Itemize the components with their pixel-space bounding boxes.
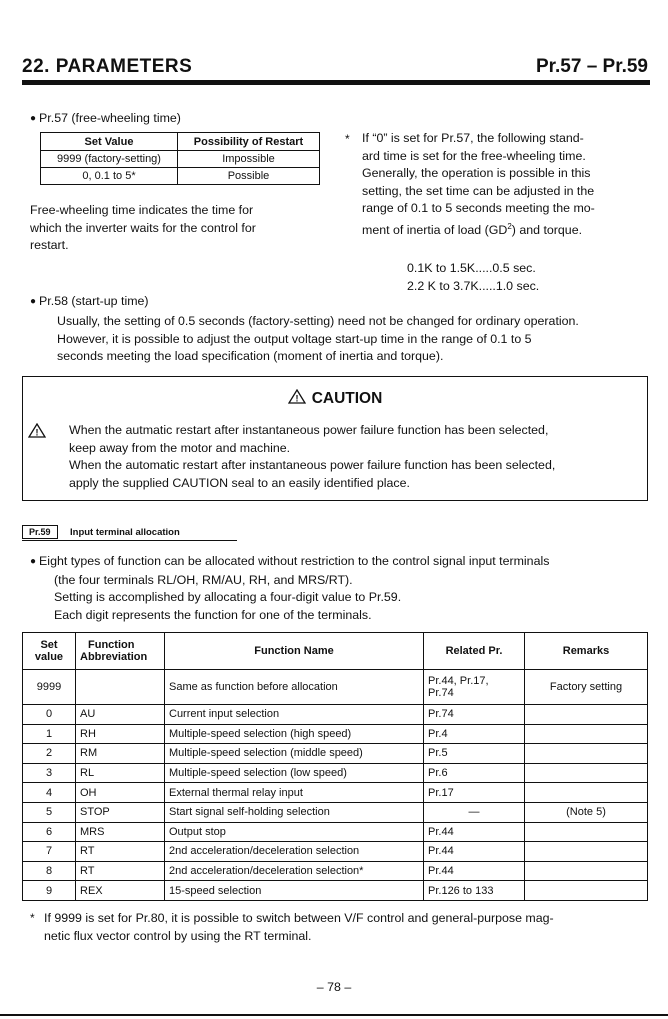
pr59-title-rule: [22, 540, 237, 541]
standard-times: 0.1K to 1.5K.....0.5 sec. 2.2 K to 3.7K.....1.0 sec.: [407, 261, 540, 293]
pr58-description: Usually, the setting of 0.5 seconds (factory-setting) need not be changed for ordinary operation. However, it is possible to adjust the output voltage start-up time in the range of 0.1 to 5 seconds meeting the load specification (moment of inertia and torque).: [57, 314, 579, 364]
table-row: 2 RM Multiple-speed selection (middle speed) Pr.5: [23, 744, 648, 764]
table-row: 9999 Same as function before allocation Pr.44, Pr.17, Pr.74 Factory setting: [23, 670, 648, 705]
pr59-title: Input terminal allocation: [70, 527, 180, 538]
pr58-heading: ● Pr.58 (start-up time): [30, 294, 149, 308]
pr57-heading: ● Pr.57 (free-wheeling time): [30, 111, 181, 125]
table-row: 7 RT 2nd acceleration/deceleration selection Pr.44: [23, 842, 648, 862]
note-marker: *: [345, 132, 350, 146]
table-row: 9999 (factory-setting) Impossible: [41, 151, 320, 168]
col-restart: Possibility of Restart: [178, 133, 320, 151]
col-abbreviation: Function Abbreviation: [76, 633, 165, 670]
svg-text:!: !: [35, 427, 39, 438]
table-row: 4 OH External thermal relay input Pr.17: [23, 783, 648, 803]
table-row: 9 REX 15-speed selection Pr.126 to 133: [23, 881, 648, 901]
table-row: 0 AU Current input selection Pr.74: [23, 705, 648, 725]
function-allocation-table: [22, 632, 648, 901]
header-rule: [22, 80, 650, 85]
table-row: 5 STOP Start signal self-holding selection — (Note 5): [23, 802, 648, 822]
table-row: 0, 0.1 to 5* Possible: [41, 168, 320, 185]
pr57-description: Free-wheeling time indicates the time for which the inverter waits for the control for restart.: [30, 203, 256, 253]
caution-text: When the autmatic restart after instantaneous power failure function has been selected, keep away from the motor and machine. When the automatic restart after instantaneous power failure function has been selected, apply the supplied CAUTION seal to an easily identified place.: [69, 423, 556, 490]
col-set-value: Set value: [23, 633, 76, 670]
table-row: 6 MRS Output stop Pr.44: [23, 822, 648, 842]
parameter-range: Pr.57 – Pr.59: [536, 56, 648, 77]
footnote: If 9999 is set for Pr.80, it is possible to switch between V/F control and general-purpose mag- netic flux vector control by using the RT terminal.: [44, 911, 554, 943]
col-related: Related Pr.: [424, 633, 525, 670]
footnote-marker: *: [30, 911, 35, 925]
svg-text:!: !: [295, 393, 299, 404]
caution-title: ! CAUTION: [23, 389, 647, 408]
caution-box: [22, 376, 648, 501]
footer-rule: [0, 1014, 668, 1016]
pr57-restart-table: [40, 132, 320, 185]
pr59-tag: Pr.59: [22, 525, 58, 539]
col-set-value: Set Value: [41, 133, 178, 151]
table-row: 3 RL Multiple-speed selection (low speed) Pr.6: [23, 763, 648, 783]
pr59-intro: ● Eight types of function can be allocated without restriction to the control signal input terminals (the four terminals RL/OH, RM/AU, RH, and MRS/RT). Setting is accomplished by allocating a four-digit value to Pr.59. Each digit represents the function for one of the terminals.: [30, 553, 660, 624]
table-row: 1 RH Multiple-speed selection (high speed) Pr.4: [23, 724, 648, 744]
table-row: 8 RT 2nd acceleration/deceleration selection* Pr.44: [23, 861, 648, 881]
warning-icon: [28, 423, 46, 438]
page-number: – 78 –: [316, 980, 352, 994]
col-remarks: Remarks: [525, 633, 648, 670]
pr57-note: If “0” is set for Pr.57, the following stand- ard time is set for the free-wheeling time. Generally, the operation is possible in this setting, the set time can be adjusted in the range of 0.1 to 5 seconds meeting the mo- ment of inertia of load $(GD^2)$ and torque.: [362, 131, 595, 238]
page-section-title: 22. PARAMETERS: [22, 56, 193, 77]
warning-icon: [288, 389, 306, 404]
col-function-name: Function Name: [165, 633, 424, 670]
